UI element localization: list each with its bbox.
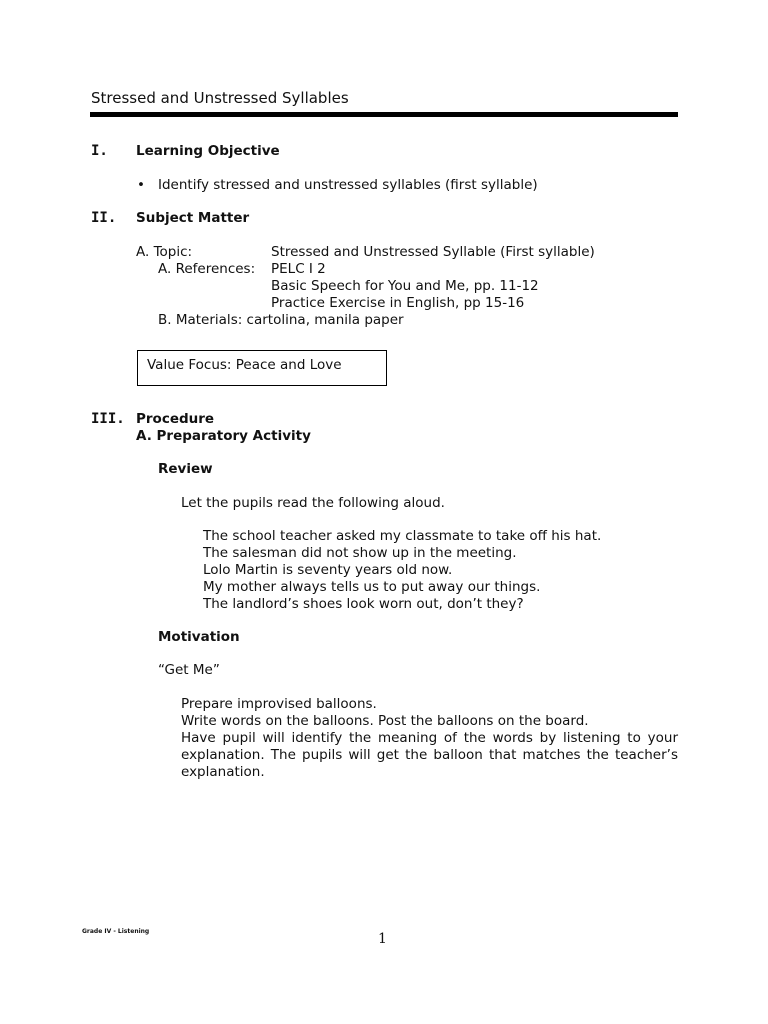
motivation-paragraph: Have pupil will identify the meaning of the words by listening to your explanation. The pupils will get the balloon that matches the teacher’s explanation.	[181, 730, 678, 780]
section-numeral-iii: III.	[91, 411, 125, 427]
subheading-preparatory-activity: A. Preparatory Activity	[136, 428, 311, 444]
motivation-step: Prepare improvised balloons.	[181, 696, 377, 712]
review-instruction: Let the pupils read the following aloud.	[181, 495, 445, 511]
review-sentence: The landlord’s shoes look worn out, don’t they?	[203, 596, 524, 612]
reference-item: PELC I 2	[271, 261, 326, 277]
motivation-heading: Motivation	[158, 629, 240, 645]
document-title: Stressed and Unstressed Syllables	[91, 89, 349, 107]
section-numeral-ii: II.	[91, 210, 117, 226]
game-title: “Get Me”	[158, 662, 220, 678]
section-heading-procedure: Procedure	[136, 411, 215, 427]
review-sentence: My mother always tells us to put away our things.	[203, 579, 541, 595]
review-sentence: Lolo Martin is seventy years old now.	[203, 562, 453, 578]
materials-text: B. Materials: cartolina, manila paper	[158, 312, 404, 328]
review-sentence: The salesman did not show up in the meeting.	[203, 545, 517, 561]
value-focus-box	[137, 350, 387, 386]
value-focus-text: Value Focus: Peace and Love	[147, 357, 342, 373]
reference-item: Practice Exercise in English, pp 15-16	[271, 295, 525, 311]
section-numeral-i: I.	[91, 143, 108, 159]
references-label: A. References:	[158, 261, 256, 277]
section-heading-learning-objective: Learning Objective	[136, 143, 280, 159]
review-heading: Review	[158, 461, 213, 477]
objective-text: Identify stressed and unstressed syllables (first syllable)	[158, 177, 538, 193]
footer-label: Grade IV - Listening	[82, 928, 150, 935]
topic-value: Stressed and Unstressed Syllable (First syllable)	[271, 244, 595, 260]
motivation-step: Write words on the balloons. Post the balloons on the board.	[181, 713, 589, 729]
bullet-icon: •	[137, 177, 145, 193]
page-number: 1	[378, 931, 387, 947]
review-sentence: The school teacher asked my classmate to take off his hat.	[203, 528, 602, 544]
title-rule	[90, 112, 678, 117]
section-heading-subject-matter: Subject Matter	[136, 210, 250, 226]
reference-item: Basic Speech for You and Me, pp. 11-12	[271, 278, 539, 294]
topic-label: A. Topic:	[136, 244, 193, 260]
